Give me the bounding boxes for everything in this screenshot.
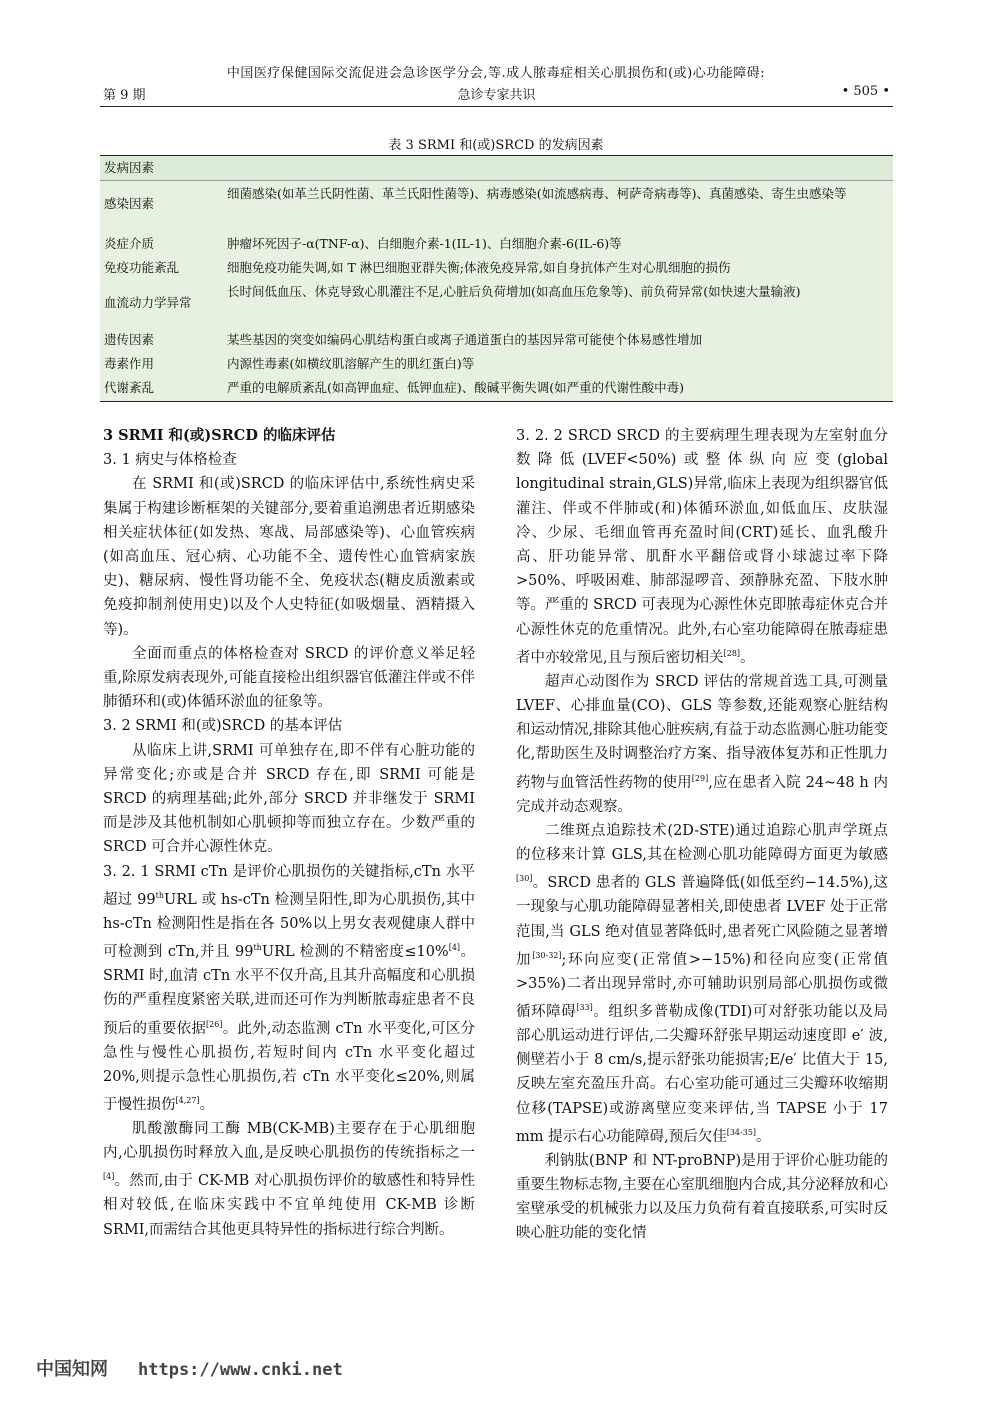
paragraph — [516, 819, 888, 1149]
citation: [4,27] — [175, 1095, 200, 1105]
table-cell-factor: 遗传因素 — [104, 332, 155, 347]
paragraph: 在 SRMI 和(或)SRCD 的临床评估中,系统性病史采集属于构建诊断框架的关键部分,要着重追溯患者近期感染相关症状体征(如发热、寒战、局部感染等)、心血管疾病(如高血压、冠心病、心功能不全、遗传性心血管病家族史)、糖尿病、慢性肾功能不全、免疫状态(糖皮质激素或免疫抑制剂使用史)以及个人史特征(如吸烟量、酒精摄入等)。 — [103, 476, 475, 638]
text: ;环向应变(正常值>−15%)和径向应变(正常值>35%)二者出现异常时,亦可辅助识别局部心肌损伤或微循环障碍 — [516, 951, 888, 1020]
cnki-url[interactable]: https://www.cnki.net — [138, 1360, 343, 1380]
citation: [30-32] — [532, 950, 562, 960]
page-number: • 505 • — [841, 84, 890, 99]
table-cell-desc: 严重的电解质紊乱(如高钾血症、低钾血症)、酸碱平衡失调(如严重的代谢性酸中毒) — [227, 380, 685, 395]
paragraph — [516, 670, 888, 819]
table-cell-desc: 长时间低血压、休克导致心肌灌注不足,心脏后负荷增加(如高血压危象等)、前负荷异常(如快速大量输液) — [227, 284, 801, 299]
paragraph: 从临床上讲,SRMI 可单独存在,即不伴有心脏功能的异常变化;亦或是合并 SRCD 存在,即 SRMI 可能是 SRCD 的病理基础;此外,部分 SRCD 并非继发于 SRMI 而是涉及其他机制如心肌顿抑等而独立存在。少数严重的 SRCD 可合并心源性休克。 — [103, 742, 475, 856]
paragraph: 全面而重点的体格检查对 SRCD 的评价意义举足轻重,除原发病表现外,可能直接检出组织器官低灌注伴或不伴肺循环和(或)体循环淤血的征象等。 — [103, 645, 475, 711]
table-row — [100, 377, 893, 401]
section-heading: 3 SRMI 和(或)SRCD 的临床评估 — [103, 427, 336, 444]
citation: [34-35] — [726, 1127, 757, 1137]
text: 。然而,由于 CK-MB 对心肌损伤评价的敏感性和特异性相对较低,在临床实践中不宜单纯使用 CK-MB 诊断 SRMI,而需结合其他更具特异性的指标进行综合判断。 — [103, 1173, 475, 1238]
citation: [29] — [691, 773, 709, 783]
text: URL 检测的不精密度≤10% — [261, 943, 449, 960]
left-column — [103, 424, 475, 1242]
header-rule — [100, 106, 893, 107]
text: 二维斑点追踪技术(2D-STE)通过追踪心肌声学斑点的位移来计算 GLS,其在检测心肌功能障碍方面更为敏感 — [516, 822, 888, 864]
running-header — [103, 84, 890, 102]
issue-number: 第 9 期 — [103, 88, 146, 103]
subsection-heading: 3. 2 SRMI 和(或)SRCD 的基本评估 — [103, 718, 343, 735]
paragraph — [103, 860, 475, 1117]
text: ,应在患者入院 24~48 h 内完成并动态观察。 — [516, 774, 889, 815]
table-row — [100, 353, 893, 377]
text: 。SRCD 患者的 GLS 普遍降低(如低至约−14.5%),这一现象与心肌功能障碍显著相关,即使患者 LVEF 处于正常范围,当 GLS 绝对值显著降低时,患者死亡风险随之显著增加 — [516, 875, 888, 968]
text: 肌酸激酶同工酶 MB(CK-MB)主要存在于心肌细胞内,心肌损伤时释放入血,是反映心肌损伤的传统指标之一 — [103, 1121, 475, 1162]
superscript: th — [253, 943, 262, 953]
table-row — [100, 329, 893, 353]
citation: [4] — [103, 1172, 115, 1182]
paragraph: 利钠肽(BNP 和 NT-proBNP)是用于评价心脏功能的重要生物标志物,主要在心室肌细胞内合成,其分泌释放和心室壁承受的机械张力以及压力负荷有着直接联系,可实时反映心脏功能的变化情 — [516, 1152, 888, 1242]
subsection-heading: 3. 1 病史与体格检查 — [103, 452, 237, 469]
factors-table — [100, 155, 893, 402]
superscript: th — [155, 890, 164, 900]
text: 超声心动图作为 SRCD 评估的常规首选工具,可测量 LVEF、心排血量(CO)、GLS 等参数,还能观察心脏结构和运动情况,排除其他心脏疾病,有益于动态监测心脏功能变化,帮助医生及时调整治疗方案、指导液体复苏和正性肌力药物与血管活性药物的使用 — [516, 673, 888, 791]
citation: [26] — [206, 1019, 223, 1029]
text: 3. 2. 1 SRMI cTn 是评价心肌损伤的关键指标,cTn 水平超过 99 — [103, 863, 475, 908]
text: 。此外,动态监测 cTn 水平变化,可区分急性与慢性心肌损伤,若短时间内 cTn 水平变化超过 20%,则提示急性心肌损伤,若 cTn 水平变化≤20%,则属于慢性损伤 — [103, 1020, 475, 1113]
table-cell-factor: 免疫功能紊乱 — [104, 260, 180, 275]
table-row — [100, 233, 893, 257]
table-row — [100, 257, 893, 281]
paragraph — [516, 424, 888, 670]
table-cell-desc: 细胞免疫功能失调,如 T 淋巴细胞亚群失衡;体液免疫异常,如自身抗体产生对心肌细胞的损伤 — [227, 260, 731, 275]
running-header-title: 中国医疗保健国际交流促进会急诊医学分会,等.成人脓毒症相关心肌损伤和(或)心功能障碍: — [226, 66, 766, 81]
table-header: 发病因素 — [100, 156, 893, 181]
cnki-watermark — [36, 1355, 343, 1381]
text: URL 或 hs-cTn 检测呈阳性,即为心肌损伤,其中 hs-cTn 检测阳性是指在各 50%以上男女表观健康人群中可检测到 cTn,并且 99 — [103, 891, 475, 960]
text: 3. 2. 2 SRCD SRCD 的主要病理生理表现为左室射血分数降低(LVEF<50%)或整体纵向应变(global longitudinal strain,GLS)异常,临床上表现为组织器官低灌注、伴或不伴肺或(和)体循环淤血,如低血压、皮肤湿冷、少尿、毛细血管再充盈时间(CRT)延长、血乳酸升高、肝功能异常、肌酐水平翻倍或肾小球滤过率下降>50%、呼吸困难、肺部湿啰音、颈静脉充盈、下肢水肿等。严重的 SRCD 可表现为心源性休克即脓毒症休克合并心源性休克的危重情况。此外,右心室功能障碍在脓毒症患者中亦较常见,且与预后密切相关 — [516, 428, 888, 666]
right-column — [516, 424, 888, 1246]
citation: [33] — [576, 1002, 593, 1012]
table-cell-factor: 炎症介质 — [104, 236, 155, 251]
text: 。 — [740, 649, 755, 666]
table-caption: 表 3 SRMI 和(或)SRCD 的发病因素 — [388, 138, 604, 153]
table-cell-factor: 感染因素 — [104, 196, 155, 211]
citation: [28] — [723, 648, 741, 658]
text: 。 — [756, 1128, 771, 1145]
table-cell-desc: 肿瘤坏死因子-α(TNF-α)、白细胞介素-1(IL-1)、白细胞介素-6(IL-6)等 — [227, 236, 622, 251]
table-cell-factor: 代谢紊乱 — [104, 380, 155, 395]
table-row — [100, 281, 893, 329]
running-header-subtitle: 急诊专家共识 — [457, 88, 536, 103]
cnki-logo-text: 中国知网 — [36, 1359, 108, 1380]
table-cell-desc: 某些基因的突变如编码心肌结构蛋白或离子通道蛋白的基因异常可能使个体易感性增加 — [227, 332, 703, 347]
paragraph — [103, 1117, 475, 1242]
table-row — [100, 181, 893, 233]
table-cell-factor: 毒素作用 — [104, 356, 155, 371]
table-cell-desc: 细菌感染(如革兰氏阴性菌、革兰氏阳性菌等)、病毒感染(如流感病毒、柯萨奇病毒等)、真菌感染、寄生虫感染等 — [227, 186, 847, 201]
citation: [30] — [516, 874, 533, 884]
citation: [4] — [448, 943, 461, 953]
text: 。SRMI 时,血清 cTn 水平不仅升高,且其升高幅度和心肌损伤的严重程度紧密关联,进而还可作为判断脓毒症患者不良预后的重要依据 — [103, 943, 475, 1037]
text: 。组织多普勒成像(TDI)可对舒张功能以及局部心肌运动进行评估,二尖瓣环舒张早期运动速度即 e′ 波,侧壁若小于 8 cm/s,提示舒张功能损害;E/e′ 比值大于 15,反映左室充盈压升高。右心室功能可通过三尖瓣环收缩期位移(TAPSE)或游离壁应变来评估,当 TAPSE 小于 17 mm 提示右心功能障碍,预后欠佳 — [516, 1003, 889, 1145]
table-cell-factor: 血流动力学异常 — [104, 295, 192, 310]
table-cell-desc: 内源性毒素(如横纹肌溶解产生的肌红蛋白)等 — [227, 356, 475, 371]
text: 。 — [199, 1096, 215, 1113]
